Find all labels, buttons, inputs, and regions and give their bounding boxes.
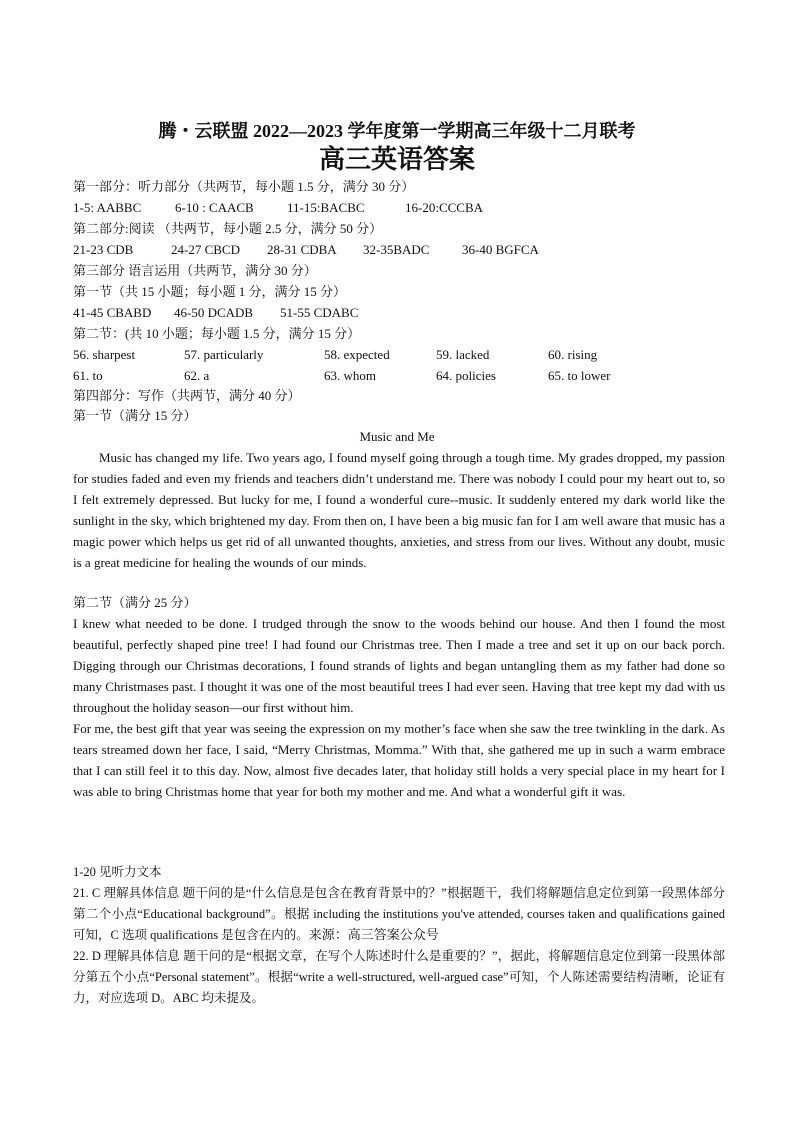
answer-item: 65. to lower (548, 368, 611, 383)
essay-paragraph: For me, the best gift that year was seeing the expression on my mother’s face when she saw the tree twinkling in the dark. As tears streamed down her face, I said, “Merry Christmas, Momma.” With that, she gathered me up in such a warm embrace that I can still feel it to this day. Now, almost five decades later, that holiday still holds a very special place in my heart for I was able to bring Christmas home that year for both my mother and me. And what a wonderful gift it was. (73, 721, 725, 799)
essay-paragraph: Music has changed my life. Two years ago, I found myself going through a tough time. My grades dropped, my passion for studies faded and even my friends and teachers didn’t understand me. There was nobody I could pour my heart out to, so I felt extremely depressed. But lucky for me, I found a wonderful cure--music. It suddenly entered my dark world like the sunlight in the sky, which brightened my day. From then on, I have been a big music fan for I am well aware that music has a magic power which helps us get rid of all unwanted thoughts, anxieties, and stress from our lives. Without any doubt, music is a great medicine for healing the wounds of our minds. (73, 450, 725, 570)
part3-section1-heading: 第一节（共 15 小题；每小题 1 分，满分 15 分） (73, 284, 347, 299)
answer-title: 高三英语答案 (318, 145, 475, 175)
essay-paragraph: I knew what needed to be done. I trudged through the snow to the woods behind our house. And then I found the most beautiful, perfectly shaped pine tree! I had found our Christmas tree. Then I made a tree and set it up on our back porch. Digging through our Christmas decorations, I found strands of lights and began untangling them as my father had done so many Christmases past. I thought it was one of the most beautiful trees I had ever seen. Having that tree kept my dad with us throughout the holiday season—our first without him. (73, 616, 725, 715)
answer-group: 11-15:BACBC (287, 200, 365, 215)
part2-heading: 第二部分:阅读 （共两节，每小题 2.5 分，满分 50 分） (73, 221, 383, 236)
essay-title: Music and Me (359, 429, 435, 444)
part1-heading: 第一部分：听力部分（共两节，每小题 1.5 分，满分 30 分） (73, 179, 415, 194)
answer-item: 58. expected (324, 347, 390, 362)
explanation-22: 22. D 理解具体信息 题干问的是“根据文章，在写个人陈述时什么是重要的？”，据此，将解题信息定位到第一段黑体部分第五个小点“Personal statement”。根据“write a well-structured, well-argued case”可知，个人陈述需要结构清晰，论证有力，对应选项 D。ABC 均未提及。 (73, 949, 725, 1005)
source-note: 来源：高三答案公众号 (308, 928, 439, 943)
answer-group: 6-10 : CAACB (175, 200, 254, 215)
answer-group: 32-35BADC (363, 242, 430, 257)
part4-section2-heading: 第二节（满分 25 分） (73, 595, 197, 610)
explanation-listening: 1-20 见听力文本 (73, 865, 162, 879)
part3-section2-heading: 第二节：(共 10 小题；每小题 1.5 分，满分 15 分） (73, 326, 361, 341)
explanation-21 (73, 883, 725, 946)
answer-item: 56. sharpest (73, 347, 136, 362)
answer-group: 41-45 CBABD (73, 305, 152, 320)
answer-item: 63. whom (324, 368, 376, 383)
part4-heading: 第四部分：写作（共两节，满分 40 分） (73, 388, 301, 403)
answer-group: 21-23 CDB (73, 242, 134, 257)
answer-group: 24-27 CBCD (171, 242, 240, 257)
part3-heading: 第三部分 语言运用（共两节，满分 30 分） (73, 263, 317, 278)
answer-item: 59. lacked (436, 347, 490, 362)
answer-item: 60. rising (548, 347, 598, 362)
part4-section1-heading: 第一节（满分 15 分） (73, 408, 197, 423)
exam-title: 腾・云联盟 2022—2023 学年度第一学期高三年级十二月联考 (158, 121, 636, 141)
answer-group: 36-40 BGFCA (462, 242, 539, 257)
answer-group: 46-50 DCADB (174, 305, 254, 320)
answer-item: 61. to (73, 368, 103, 383)
answer-group: 28-31 CDBA (267, 242, 337, 257)
answer-item: 64. policies (436, 368, 496, 383)
answer-item: 57. particularly (184, 347, 264, 362)
explanation-21-text: 21. C 理解具体信息 题干问的是“什么信息是包含在教育背景中的？”根据题干，我们将解题信息定位到第一段黑体部分第二个小点“Educational background”。根据 including the institutions you've attended, courses taken and qualifications gained 可知，C 选项 qualifications 是包含在内的。 (73, 886, 725, 942)
answer-group: 1-5: AABBC (73, 200, 142, 215)
answer-group: 51-55 CDABC (280, 305, 359, 320)
answer-item: 62. a (184, 368, 210, 383)
answer-group: 16-20:CCCBA (405, 200, 484, 215)
